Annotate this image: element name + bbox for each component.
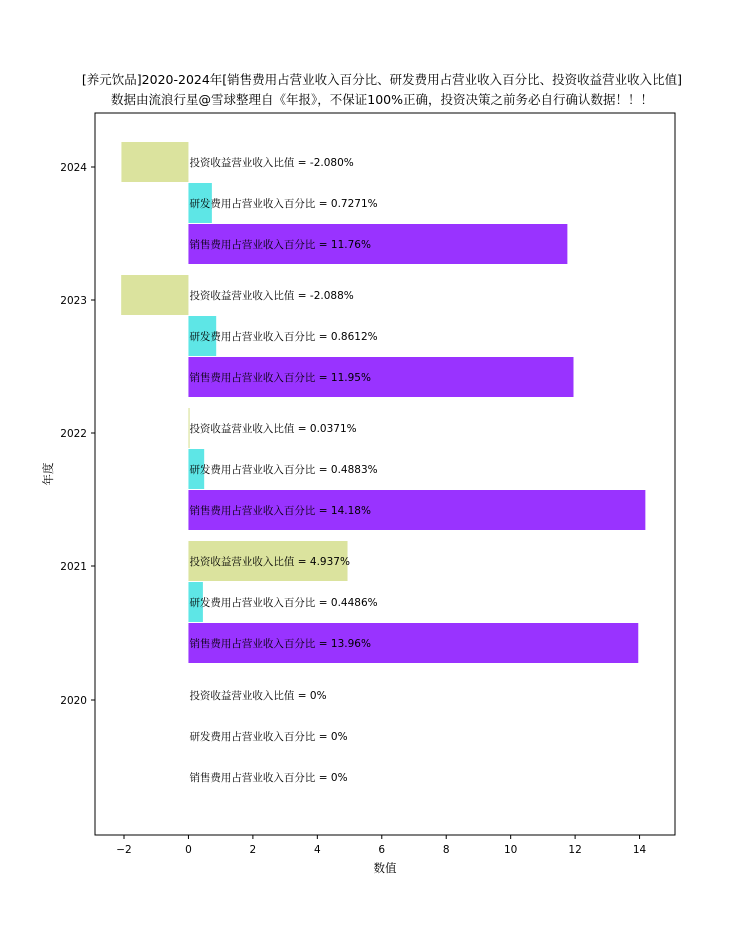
bar-labels-group (189, 156, 377, 784)
x-tick-label: −2 (116, 844, 132, 856)
bar-label-2024-series-0: 销售费用占营业收入百分比 = 11.76% (189, 239, 371, 251)
bars-group (121, 142, 645, 663)
bar-label-2021-series-2: 投资收益营业收入比值 = 4.937% (189, 556, 350, 568)
bar-label-2021-series-0: 销售费用占营业收入百分比 = 13.96% (189, 638, 371, 650)
bar-label-2020-series-2: 投资收益营业收入比值 = 0% (189, 690, 327, 702)
chart-title-line-1: [养元饮品]2020-2024年[销售费用占营业收入百分比、研发费用占营业收入百分比、投资收益营业收入比值] (81, 72, 683, 87)
bar-label-2023-series-1: 研发费用占营业收入百分比 = 0.8612% (189, 331, 378, 343)
x-axis-label: 数值 (373, 861, 397, 875)
bar-label-2023-series-0: 销售费用占营业收入百分比 = 11.95% (189, 372, 371, 384)
bar-label-2023-series-2: 投资收益营业收入比值 = -2.088% (189, 290, 354, 302)
bar-label-2022-series-1: 研发费用占营业收入百分比 = 0.4883% (189, 464, 378, 476)
y-axis (60, 162, 95, 707)
x-tick-label: 8 (442, 844, 450, 856)
x-tick-label: 2 (249, 844, 257, 856)
bar-2024-series-2 (121, 142, 188, 182)
bar-label-2024-series-2: 投资收益营业收入比值 = -2.080% (189, 157, 354, 169)
bar-label-2022-series-0: 销售费用占营业收入百分比 = 14.18% (189, 505, 371, 517)
bar-label-2024-series-1: 研发费用占营业收入百分比 = 0.7271% (189, 198, 378, 210)
bar-label-2020-series-0: 销售费用占营业收入百分比 = 0% (189, 772, 348, 784)
x-tick-label: 12 (568, 844, 582, 856)
y-tick-label: 2022 (60, 428, 87, 440)
x-tick-label: 4 (313, 844, 321, 856)
bar-label-2020-series-1: 研发费用占营业收入百分比 = 0% (189, 731, 348, 743)
chart-title-line-2: 数据由流浪行星@雪球整理自《年报》，不保证100%正确，投资决策之前务必自行确认数据！！！ (111, 92, 653, 107)
x-tick-label: 10 (503, 844, 518, 856)
y-tick-label: 2024 (60, 162, 87, 174)
x-tick-label: 0 (185, 844, 192, 856)
x-tick-label: 6 (378, 844, 386, 856)
bar-label-2022-series-2: 投资收益营业收入比值 = 0.0371% (189, 423, 357, 435)
y-tick-label: 2021 (60, 561, 87, 573)
y-axis-label: 年度 (41, 462, 55, 486)
bar-2023-series-2 (121, 275, 188, 315)
x-axis (116, 835, 646, 856)
bar-label-2021-series-1: 研发费用占营业收入百分比 = 0.4486% (189, 597, 378, 609)
plot-frame (95, 113, 675, 835)
x-tick-label: 14 (632, 844, 647, 856)
y-tick-label: 2020 (60, 695, 87, 707)
y-tick-label: 2023 (60, 295, 87, 307)
